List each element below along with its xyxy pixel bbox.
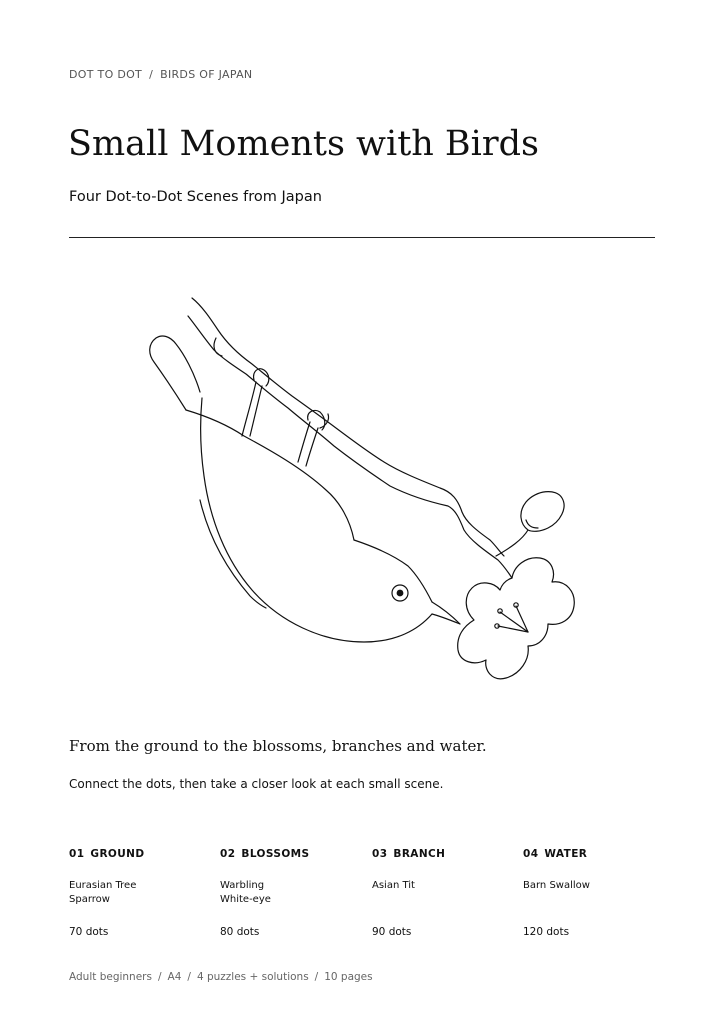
- bird-beak-lower: [432, 614, 460, 624]
- scene-bird: Asian Tit: [372, 880, 415, 891]
- breadcrumb-separator: /: [149, 68, 154, 81]
- blossom-bud: [496, 492, 564, 556]
- scene-branch: [372, 848, 512, 938]
- footer-separator: /: [314, 971, 319, 983]
- bird-eye: [397, 590, 404, 597]
- scene-number: 01: [69, 848, 85, 860]
- bird-beak-upper: [432, 602, 460, 624]
- intro-lede: From the ground to the blossoms, branches and water.: [69, 737, 487, 755]
- footer-pages: 10 pages: [324, 971, 373, 983]
- instruction-text: Connect the dots, then take a closer look at each small scene.: [69, 777, 444, 791]
- branch-lower-edge: [188, 316, 512, 578]
- bird-leg-right: [298, 422, 310, 462]
- footer-separator: /: [187, 971, 191, 983]
- scene-dot-count: 120 dots: [523, 926, 570, 938]
- scene-dot-count: 80 dots: [220, 926, 260, 938]
- footer-contents: 4 puzzles + solutions: [196, 971, 309, 983]
- scene-dot-count: 90 dots: [372, 926, 412, 938]
- bird-leg-left: [242, 382, 256, 436]
- footer-audience: Adult beginners: [69, 971, 152, 983]
- bird-tail: [150, 336, 200, 410]
- scene-heading: [220, 848, 360, 860]
- scene-name: GROUND: [90, 848, 145, 860]
- scene-name: BLOSSOMS: [241, 848, 310, 860]
- page-title: Small Moments with Birds: [68, 124, 539, 164]
- branch-upper-edge: [192, 298, 504, 556]
- bird-head: [354, 540, 432, 602]
- footer-meta: [69, 971, 373, 983]
- footer-separator: /: [157, 971, 162, 983]
- scene-bird: Barn Swallow: [523, 880, 590, 891]
- bud-stem: [526, 520, 538, 528]
- scene-number: 02: [220, 848, 236, 860]
- bird-leg-left-back: [250, 386, 262, 436]
- scene-name: WATER: [544, 848, 588, 860]
- blossom-petals: [458, 558, 575, 679]
- scene-number: 04: [523, 848, 539, 860]
- breadcrumb-collection: BIRDS OF JAPAN: [160, 68, 253, 81]
- scene-name: BRANCH: [393, 848, 446, 860]
- bird-back: [186, 410, 354, 540]
- scene-bird: Warbling White-eye: [220, 880, 271, 905]
- scene-number: 03: [372, 848, 388, 860]
- scene-heading: [523, 848, 663, 860]
- scene-dot-count: 70 dots: [69, 926, 109, 938]
- page-subtitle: Four Dot-to-Dot Scenes from Japan: [69, 189, 322, 205]
- scene-ground: [69, 848, 209, 938]
- breadcrumb-section: DOT TO DOT: [69, 68, 143, 81]
- footer-paper: A4: [167, 971, 182, 983]
- scene-heading: [372, 848, 512, 860]
- scene-water: [523, 848, 663, 938]
- bird-leg-right-back: [306, 428, 318, 466]
- scene-blossoms: [220, 848, 360, 938]
- scene-heading: [69, 848, 209, 860]
- scene-bird: Eurasian Tree Sparrow: [69, 880, 137, 905]
- bird-wing-edge: [200, 500, 266, 608]
